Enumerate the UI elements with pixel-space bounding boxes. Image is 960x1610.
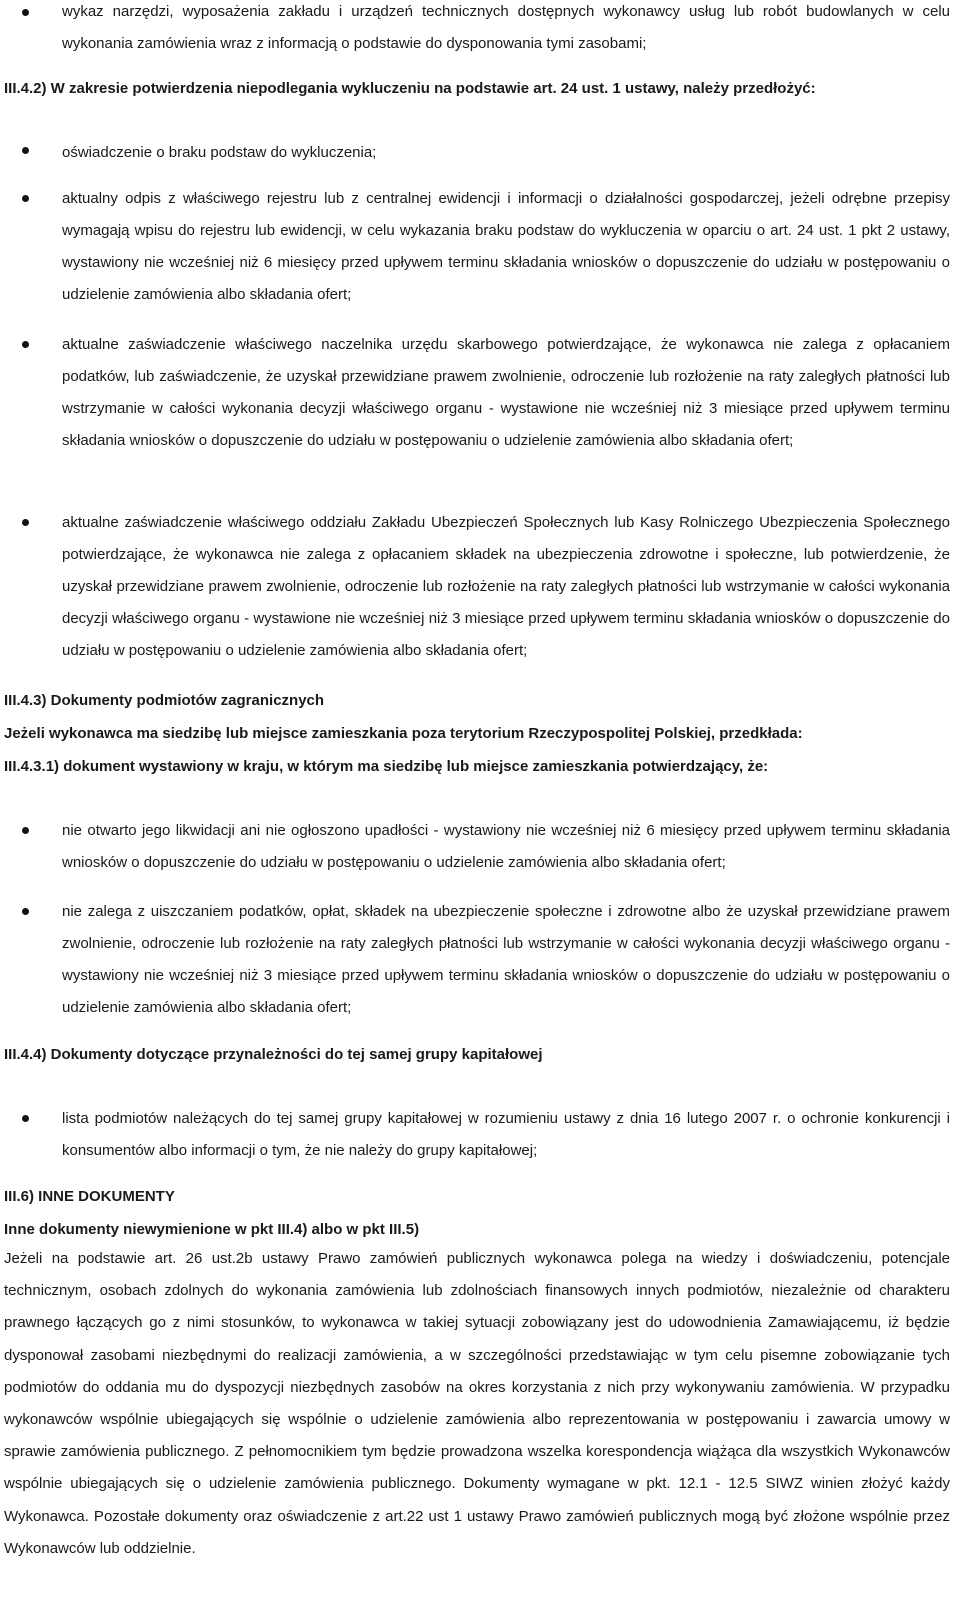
list-item-text: aktualny odpis z właściwego rejestru lub z centralnej ewidencji i informacji o działalności gospodarczej, jeżeli odrębne przepisy wymagają wpisu do rejestru lub ewidencji, w celu wykazania braku podstaw do wykluczenia w oparciu o art. 24 ust. 1 pkt 2 ustawy, wystawiony nie wcześniej niż 6 miesięcy przed upływem terminu składania wniosków o dopuszczenie do udziału w postępowaniu o udzielenie zamówienia albo składania ofert; xyxy=(62,190,950,303)
list-item-text: lista podmiotów należących do tej samej grupy kapitałowej w rozumieniu ustawy z dnia 16 lutego 2007 r. o ochronie konkurencji i konsumentów albo informacji o tym, że nie należy do grupy kapitałowej; xyxy=(62,1110,950,1159)
list-item-text: nie zalega z uiszczaniem podatków, opłat, składek na ubezpieczenie społeczne i zdrowotne albo że uzyskał przewidziane prawem zwolnienie, odroczenie lub rozłożenie na raty zaległych płatności lub wstrzymanie w całości wykonania decyzji właściwego organu - wystawiony nie wcześniej niż 3 miesiące przed upływem terminu składania wniosków o dopuszczenie do udziału w postępowaniu o udzielenie zamówienia albo składania ofert; xyxy=(62,903,950,1016)
bullet-icon xyxy=(22,827,29,834)
bullet-icon xyxy=(22,341,29,348)
list-item-text: nie otwarto jego likwidacji ani nie ogłoszono upadłości - wystawiony nie wcześniej niż 6 miesięcy przed upływem terminu składania wniosków o dopuszczenie do udziału w postępowaniu o udzielenie zamówienia albo składania ofert; xyxy=(62,822,950,871)
bullet-icon xyxy=(22,908,29,915)
bullet-icon xyxy=(22,195,29,202)
section-subheading: Jeżeli wykonawca ma siedzibę lub miejsce zamieszkania poza terytorium Rzeczypospolitej Polskiej, przedkłada: xyxy=(4,725,803,742)
section-heading-III-6: III.6) INNE DOKUMENTY xyxy=(4,1188,175,1205)
list-item-text: oświadczenie o braku podstaw do wykluczenia; xyxy=(62,144,377,161)
list-item-text: aktualne zaświadczenie właściwego naczelnika urzędu skarbowego potwierdzające, że wykonawca nie zalega z opłacaniem podatków, lub zaświadczenie, że uzyskał przewidziane prawem zwolnienie, odroczenie lub rozłożenie na raty zaległych płatności lub wstrzymanie w całości wykonania decyzji właściwego organu - wystawione nie wcześniej niż 3 miesiące przed upływem terminu składania wniosków o dopuszczenie do udziału w postępowaniu o udzielenie zamówienia albo składania ofert; xyxy=(62,336,950,449)
section-heading-III-4-2: III.4.2) W zakresie potwierdzenia niepodlegania wykluczeniu na podstawie art. 24 ust. 1 ustawy, należy przedłożyć: xyxy=(4,80,816,97)
section-heading-III-4-4: III.4.4) Dokumenty dotyczące przynależności do tej samej grupy kapitałowej xyxy=(4,1046,543,1063)
list-item-text: aktualne zaświadczenie właściwego oddziału Zakładu Ubezpieczeń Społecznych lub Kasy Rolniczego Ubezpieczenia Społecznego potwierdzające, że wykonawca nie zalega z opłacaniem składek na ubezpieczenia zdrowotne i społeczne, lub potwierdzenie, że uzyskał przewidziane prawem zwolnienie, odroczenie lub rozłożenie na raty zaległych płatności lub wstrzymanie w całości wykonania decyzji właściwego organu - wystawione nie wcześniej niż 3 miesiące przed upływem terminu składania wniosków o dopuszczenie do udziału w postępowaniu o udzielenie zamówienia albo składania ofert; xyxy=(62,514,950,659)
bullet-icon xyxy=(22,1115,29,1122)
bullet-icon xyxy=(22,9,29,16)
bullet-icon xyxy=(22,147,29,154)
section-heading-III-4-3: III.4.3) Dokumenty podmiotów zagranicznych xyxy=(4,692,325,709)
bullet-icon xyxy=(22,519,29,526)
section-paragraph: Jeżeli na podstawie art. 26 ust.2b ustawy Prawo zamówień publicznych wykonawca polega na wiedzy i doświadczeniu, potencjale technicznym, osobach zdolnych do wykonania zamówienia lub zdolnościach finansowych innych podmiotów, niezależnie od charakteru prawnego łączących go z nimi stosunków, to wykonawca w takiej sytuacji zobowiązany jest do udowodnienia Zamawiającemu, iż będzie dysponował zasobami niezbędnymi do realizacji zamówienia, a w szczególności przedstawiając w tym celu pisemne zobowiązanie tych podmiotów do oddania mu do dyspozycji niezbędnych zasobów na okres korzystania z nich przy wykonywaniu zamówienia. W przypadku wykonawców wspólnie ubiegających się wspólnie o udzielenie zamówienia albo reprezentowania w postępowaniu i zawarcia umowy w sprawie zamówienia publicznego. Z pełnomocnikiem tym będzie prowadzona wszelka korespondencja wiążąca dla wszystkich Wykonawców wspólnie ubiegających się o udzielenie zamówienia publicznego. Dokumenty wymagane w pkt. 12.1 - 12.5 SIWZ winien złożyć każdy Wykonawca. Pozostałe dokumenty oraz oświadczenie z art.22 ust 1 ustawy Prawo zamówień publicznych mogą być złożone wspólnie przez Wykonawców lub oddzielnie. xyxy=(4,1250,950,1557)
list-item-text: wykaz narzędzi, wyposażenia zakładu i urządzeń technicznych dostępnych wykonawcy usług lub robót budowlanych w celu wykonania zamówienia wraz z informacją o podstawie do dysponowania tymi zasobami; xyxy=(62,3,950,52)
subsection-heading-III-4-3-1: III.4.3.1) dokument wystawiony w kraju, w którym ma siedzibę lub miejsce zamieszkania potwierdzający, że: xyxy=(4,758,769,775)
section-subheading: Inne dokumenty niewymienione w pkt III.4) albo w pkt III.5) xyxy=(4,1221,420,1238)
